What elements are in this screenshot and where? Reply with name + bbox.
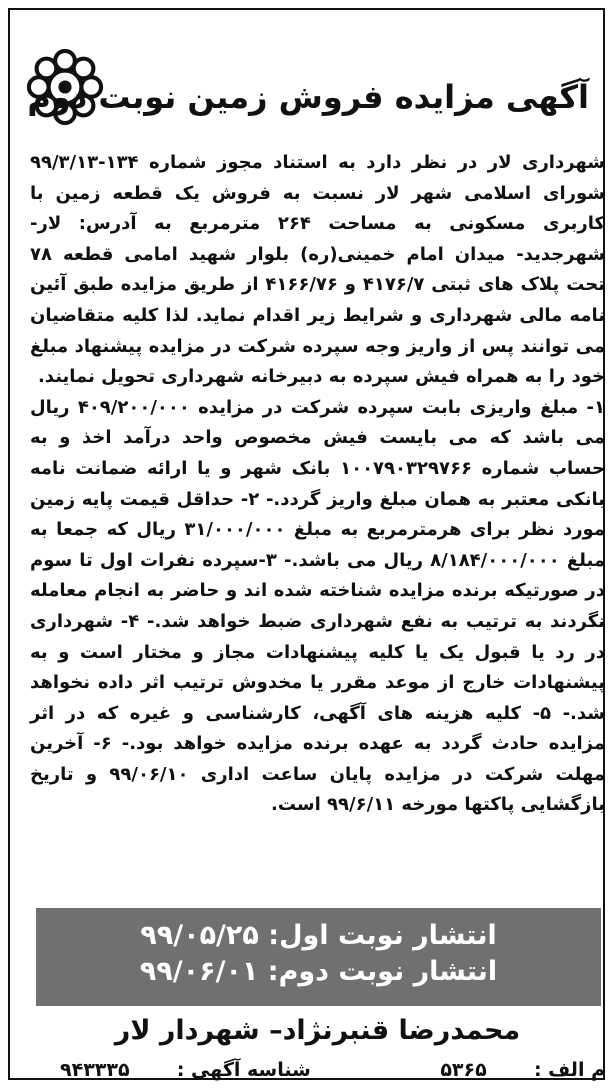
notice-frame — [8, 8, 605, 1080]
first-publication-date: انتشار نوبت اول: ۹۹/۰۵/۲۵ — [140, 920, 497, 951]
reference-number — [440, 1056, 605, 1084]
notice-header — [20, 18, 595, 133]
reference-value: ۵۳۶۵ — [440, 1059, 487, 1081]
notice-title: آگهی مزایده فروش زمین نوبت دوم — [27, 78, 589, 116]
publication-dates-box — [36, 908, 601, 1006]
second-publication-date: انتشار نوبت دوم: ۹۹/۰۶/۰۱ — [139, 956, 498, 987]
notice-id-value: ۹۴۳۳۳۵ — [60, 1059, 130, 1081]
mayor-signature: محمدرضا قنبرنژاد– شهردار لار — [114, 1015, 521, 1046]
conditions-paragraph: ۱- مبلغ واریزی بابت سپرده شرکت در مزایده ۴۰۹/۲۰۰/۰۰۰ ریال می باشد که می بایست فیش مخصوص واحد درآمد اخذ و به حساب شماره ۱۰۰۷۹۰۳۲۹۷۶۶ بانک شهر و یا ارائه ضمانت نامه بانکی معتبر به همان مبلغ واریز گردد.- ۲- حداقل قیمت پایه زمین مورد نظر برای هرمترمربع به مبلغ ۳۱/۰۰۰/۰۰۰ ریال که جمعا به مبلغ ۸/۱۸۴/۰۰۰/۰۰۰ ریال می باشد.- ۳-سپرده نفرات اول تا سوم در صورتیکه برنده مزایده شناخته شده اند و حاضر به انجام معامله نگردند به ترتیب به نفع شهرداری ضبط خواهد شد.- ۴- شهرداری در رد یا قبول یک یا کلیه پیشنهادات مجاز و مختار است و به پیشنهادات خارج از موعد مقرر یا مخدوش ترتیب اثر داده نخواهد شد.- ۵- کلیه هزینه های آگهی، کارشناسی و غیره که در اثر مزایده حادث گردد به عهده برنده مزایده خواهد بود.- ۶- آخرین مهلت شرکت در مزایده پایان ساعت اداری ۹۹/۰۶/۱۰ و تاریخ بازگشایی پاکتها مورخه ۹۹/۶/۱۱ است. — [30, 396, 606, 816]
notice-id — [60, 1056, 311, 1084]
notice-footer — [30, 1056, 605, 1084]
notice-body — [30, 148, 605, 821]
notice-id-label: شناسه آگهی : — [176, 1059, 311, 1081]
reference-label: م الف : — [533, 1059, 605, 1081]
intro-paragraph: شهرداری لار در نظر دارد به استناد مجوز شماره ۱۳۴-۹۹/۳/۱۳ شورای اسلامی شهر لار نسبت به فروش یک قطعه زمین با کاربری مسکونی به مساحت ۲۶۴ مترمربع به آدرس: لار- شهرجدید- میدان امام خمینی(ره) بلوار شهید امامی قطعه ۷۸ تحت پلاک های ثبتی ۴۱۷۶/۷ و ۴۱۶۶/۷۶ از طریق مزایده طبق آئین نامه مالی شهرداری و شرایط زیر اقدام نماید. لذا کلیه متقاضیان می توانند پس از واریز وجه سپرده شرکت در مزایده پیشنهاد مبلغ خود را به همراه فیش سپرده به دبیرخانه شهرداری تحویل نمایند. — [30, 152, 605, 388]
